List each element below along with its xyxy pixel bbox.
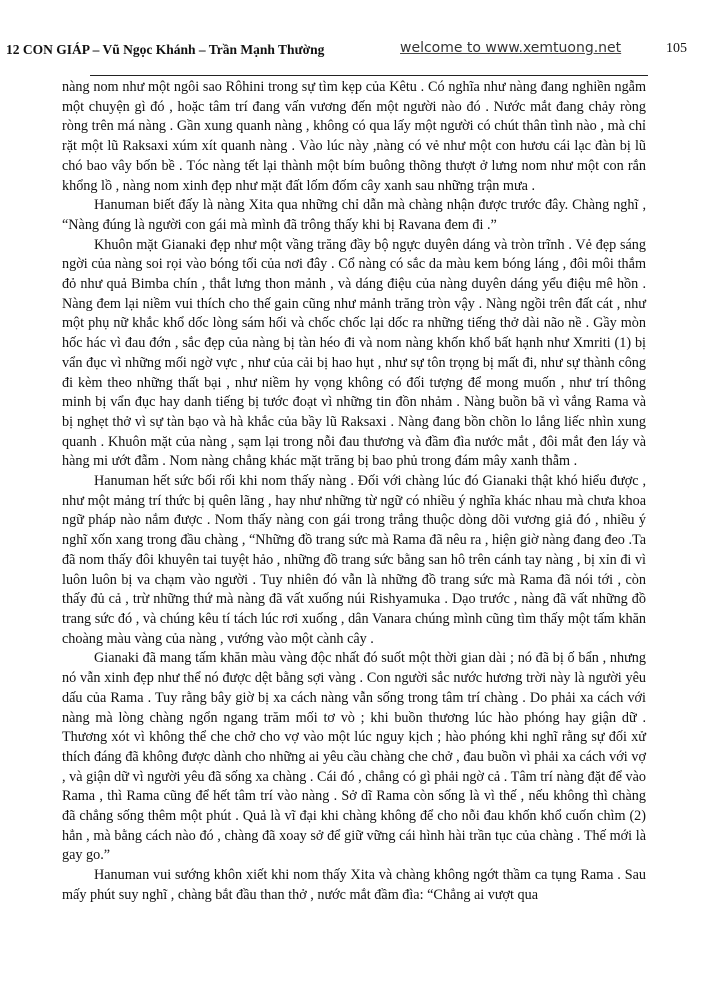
paragraph: nàng nom như một ngôi sao Rôhini trong sự tìm kẹp của Kêtu . Có nghĩa như nàng đang nghiền ngẫm một chuyện gì đó , hoặc tâm trí đang vấn vương đến một người nào đó . Nước mắt đang chảy ròng ròng trên má nàng . Gần xung quanh nàng , không có qua lấy một người có chút thân tình nào , mà chỉ rặt một lũ Raksaxi xúm xít quanh nàng . Vào lúc này ,nàng có vẻ như một con hươu cái lạc đàn bị lũ chó bao vây bốn bề . Tóc nàng tết lại thành một bím buông thõng thượt ở lưng nom như một con rắn khổng lồ , nàng nom xinh đẹp như mặt đất lốm đốm cây xanh sau những trận mưa . [62,79,646,194]
website-link[interactable]: welcome to www.xemtuong.net [400,40,622,56]
book-title: 12 CON GIÁP – Vũ Ngọc Khánh – Trần Mạnh Thường [6,42,325,57]
paragraph: Hanuman biết đấy là nàng Xita qua những chỉ dẫn mà chàng nhận được trước đây. Chàng nghĩ , “Nàng đúng là người con gái mà mình đã trông thấy khi bị Ravana đem đi .” [62,197,646,233]
page-number: 105 [666,41,687,56]
paragraph: Hanuman hết sức bối rối khi nom thấy nàng . Đối với chàng lúc đó Gianaki thật khó hiểu được , như một mảng trí thức bị quên lãng , hay như những từ ngữ có nhiều ý nghĩa khác nhau mà chưa khoa ngữ pháp nào nắm được . Nom thấy nàng con gái trong trắng thuộc dòng dõi vương giả đó , nhiều ý nghĩ xốn xang trong đầu chàng , “Những đồ trang sức mà Rama đã nêu ra , hiện giờ nàng đang đeo .Ta đã nom thấy đôi khuyên tai tuyệt hảo , những đồ trang sức bằng san hô trên cánh tay nàng , bị xỉn đi vì luôn luôn bị va chạm vào người . Tuy nhiên đó vẫn là những đồ trang sức mà Rama đã nói tới , còn thấy đủ cả , trừ những thứ mà nàng đã vất xuống núi Rishyamuka . Dạo trước , nàng đã vất những đồ trang sức đó , và chúng kêu tí tách lúc rơi xuống , dân Vanara chúng mình cũng tìm thấy một tấm khăn choàng màu vàng của nàng , vướng vào một cành cây . [62,473,646,647]
paragraph: Khuôn mặt Gianaki đẹp như một vầng trăng đầy bộ ngực duyên dáng và tròn trĩnh . Vẻ đẹp sáng ngời của nàng soi rọi vào bóng tối của nơi đây . Cổ nàng có sắc da màu kem bóng láng , đôi môi thắm đỏ như quả Bimba chín , thắt lưng thon mảnh , và dáng điệu của nàng duyên dáng yểu điệu mê hồn . Nàng đem lại niềm vui thích cho thế gain cũng như mảnh trăng tròn vậy . Nàng ngồi trên đất cát , như một phụ nữ khắc khổ dốc lòng sám hối và chốc chốc lại dốc ra những tiếng thở dài não nề . Gầy mòn hốc hác vì đau đớn , sắc đẹp của nàng bị tàn héo đi và nom nàng khốn khổ bất hạnh như Xmriti (1) bị vẩn đục vì những mối ngờ vực , như của cải bị hao hụt , như sự tôn trọng bị mất đi, như sự thành công đi kèm theo những thất bại , như niềm hy vọng không có đối tượng để mong muốn , như trí thông minh bị vẩn đục hay danh tiếng bị tước đoạt vì những tin đồn nhảm . Nàng buồn bã vì vắng Rama và bị nghẹt thở vì sự tàn bạo và hà khắc của bầy lũ Raksaxi . Nàng đang bồn chồn lo lắng liếc nhìn xung quanh . Khuôn mặt của nàng , sạm lại trong nỗi đau thương và đầm đìa nước mắt , đôi mắt đen láy và hàng mi ướt đẫm . Nom nàng chẳng khác mặt trăng bị bao phủ trong đám mây xanh thẫm . [62,236,646,470]
page-header [0,38,702,64]
header-divider [90,75,648,76]
page-body [62,78,646,906]
paragraph: Gianaki đã mang tấm khăn màu vàng độc nhất đó suốt một thời gian dài ; nó đã bị ố bẩn , nhưng nó vẫn xinh đẹp như thể nó được dệt bằng sợi vàng . Con người sắc nước hương trời này là người yêu dấu của Rama . Tuy rằng bây giờ bị xa cách nàng vẫn sống trong tâm trí chàng . Do phải xa cách với nàng mà lòng chàng ngổn ngang trăm mối tơ vò ; khi buồn thương lúc hào phóng hay giận dữ . Thương xót vì không thể che chở cho vợ vào một lúc nguy kịch ; hào phóng khi nghĩ rằng sự đối xử thích đáng đã không được dành cho những ai yêu cầu chàng che chở , đau buồn vì phải xa cách với vợ , và giận dữ vì người yêu đã sống xa chàng . Cái đó , chẳng có gì phải ngờ cả . Tâm trí nàng đặt để vào Rama , thì Rama cũng để hết tâm trí vào nàng . Sở dĩ Rama còn sống là vì thế , nếu không thì chàng đã chẳng sống thêm một phút . Quả là vĩ đại khi chàng không để cho nỗi đau khốn khổ cuốn chìm (2) hẳn , mà bằng cách nào đó , chàng đã xoay sở để giữ vững cái hình hài trần tục của chàng . Thế mới là gay go.” [62,650,646,864]
paragraph: Hanuman vui sướng khôn xiết khi nom thấy Xita và chàng không ngớt thầm ca tụng Rama . Sau mấy phút suy nghĩ , chàng bắt đầu than thở , nước mắt đầm đìa: “Chẳng ai vượt qua [62,867,646,903]
